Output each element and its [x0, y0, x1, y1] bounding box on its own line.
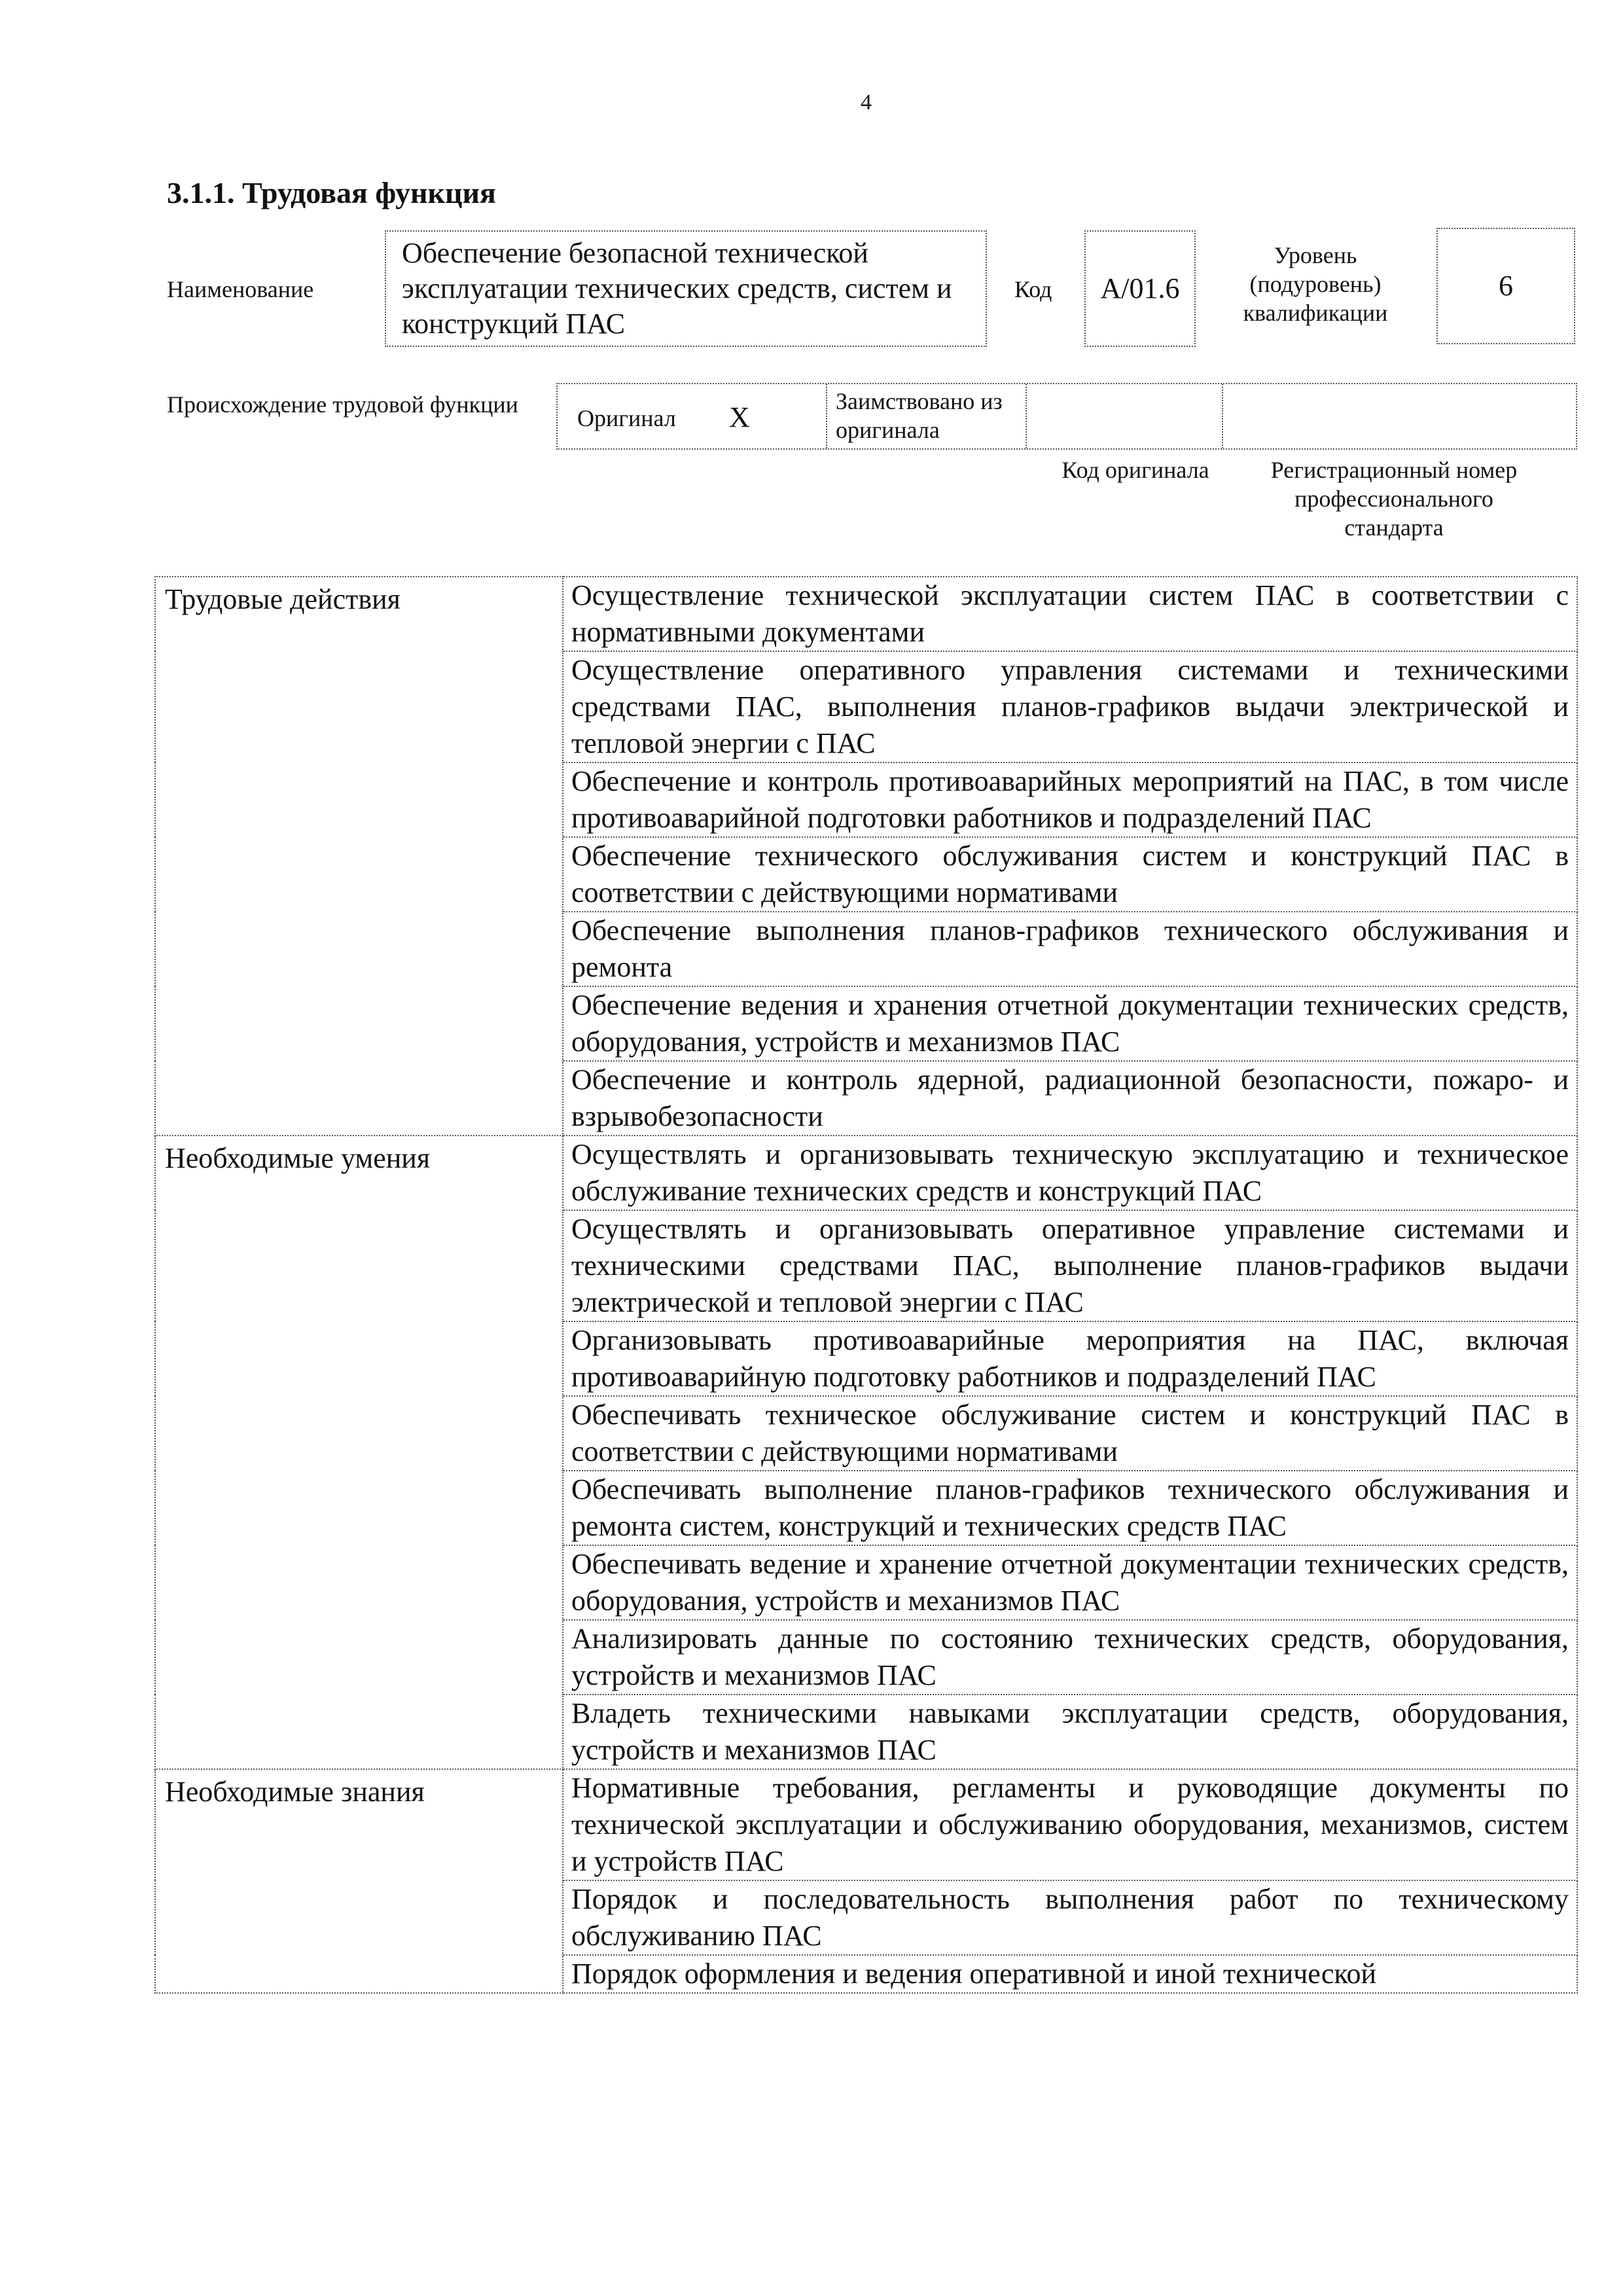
- level-value-box: [1436, 228, 1575, 344]
- section-item: Осуществлять и организовывать техническую эксплуатацию и техническое обслуживание технических средств и конструкций ПАС: [563, 1136, 1577, 1210]
- section-item: Порядок оформления и ведения оперативной и иной технической: [563, 1955, 1577, 1993]
- level-label: Уровень (подуровень) квалификации: [1243, 242, 1388, 326]
- section-item: Обеспечивать техническое обслуживание систем и конструкций ПАС в соответствии с действующими нормативами: [563, 1396, 1577, 1471]
- name-value: Обеспечение безопасной технической эксплуатации технических средств, систем и конструкций ПАС: [402, 237, 952, 340]
- original-mark: X: [729, 401, 750, 433]
- section-item: Обеспечение технического обслуживания систем и конструкций ПАС в соответствии с действующими нормативами: [563, 837, 1577, 912]
- table-row: [155, 1769, 1577, 1880]
- original-label: Оригинал: [577, 405, 676, 431]
- section-category: Необходимые знания: [155, 1769, 563, 1993]
- page-number: 4: [861, 90, 872, 115]
- origin-divider-3: [1222, 384, 1223, 448]
- section-item: Осуществление оперативного управления системами и техническими средствами ПАС, выполнения планов-графиков выдачи электрической и тепловой энергии с ПАС: [563, 651, 1577, 762]
- section-item: Владеть техническими навыками эксплуатации средств, оборудования, устройств и механизмов ПАС: [563, 1695, 1577, 1769]
- name-label: Наименование: [167, 276, 314, 302]
- section-item: Обеспечение ведения и хранения отчетной документации технических средств, оборудования, устройств и механизмов ПАС: [563, 986, 1577, 1061]
- section-item: Обеспечение и контроль противоаварийных мероприятий на ПАС, в том числе противоаварийной подготовки работников и подразделений ПАС: [563, 762, 1577, 837]
- section-category: Трудовые действия: [155, 577, 563, 1136]
- name-value-box: [385, 230, 987, 347]
- section-item: Обеспечивать ведение и хранение отчетной документации технических средств, оборудования, устройств и механизмов ПАС: [563, 1545, 1577, 1620]
- code-value: А/01.6: [1100, 272, 1180, 304]
- origin-divider-1: [826, 384, 827, 448]
- origin-divider-2: [1026, 384, 1027, 448]
- table-row: [155, 1136, 1577, 1210]
- reg-number-label: Регистрационный номер профессионального стандарта: [1270, 457, 1518, 541]
- table-row: [155, 577, 1577, 651]
- section-item: Осуществление технической эксплуатации систем ПАС в соответствии с нормативными документами: [563, 577, 1577, 651]
- section-item: Анализировать данные по состоянию технических средств, оборудования, устройств и механизмов ПАС: [563, 1620, 1577, 1695]
- section-item: Порядок и последовательность выполнения работ по техническому обслуживанию ПАС: [563, 1880, 1577, 1955]
- section-title: 3.1.1. Трудовая функция: [167, 176, 496, 209]
- origin-label: Происхождение трудовой функции: [167, 391, 518, 418]
- section-item: Обеспечивать выполнение планов-графиков технического обслуживания и ремонта систем, конструкций и технических средств ПАС: [563, 1471, 1577, 1545]
- section-item: Нормативные требования, регламенты и руководящие документы по технической эксплуатации и обслуживанию оборудования, механизмов, систем и устройств ПАС: [563, 1769, 1577, 1880]
- section-item: Обеспечение выполнения планов-графиков технического обслуживания и ремонта: [563, 912, 1577, 986]
- section-item: Осуществлять и организовывать оперативное управление системами и техническими средствами ПАС, выполнение планов-графиков выдачи электрической и тепловой энергии с ПАС: [563, 1210, 1577, 1321]
- level-value: 6: [1499, 270, 1513, 302]
- section-item: Обеспечение и контроль ядерной, радиационной безопасности, пожаро- и взрывобезопасности: [563, 1061, 1577, 1136]
- code-original-label: Код оригинала: [1061, 457, 1209, 483]
- section-item: Организовывать противоаварийные мероприятия на ПАС, включая противоаварийную подготовку работников и подразделений ПАС: [563, 1321, 1577, 1396]
- borrowed-label: Заимствовано из оригинала: [836, 388, 1003, 443]
- origin-box: [556, 383, 1577, 450]
- code-value-box: [1084, 230, 1196, 347]
- code-label: Код: [1014, 276, 1052, 302]
- labor-function-table: [154, 576, 1578, 1994]
- section-category: Необходимые умения: [155, 1136, 563, 1769]
